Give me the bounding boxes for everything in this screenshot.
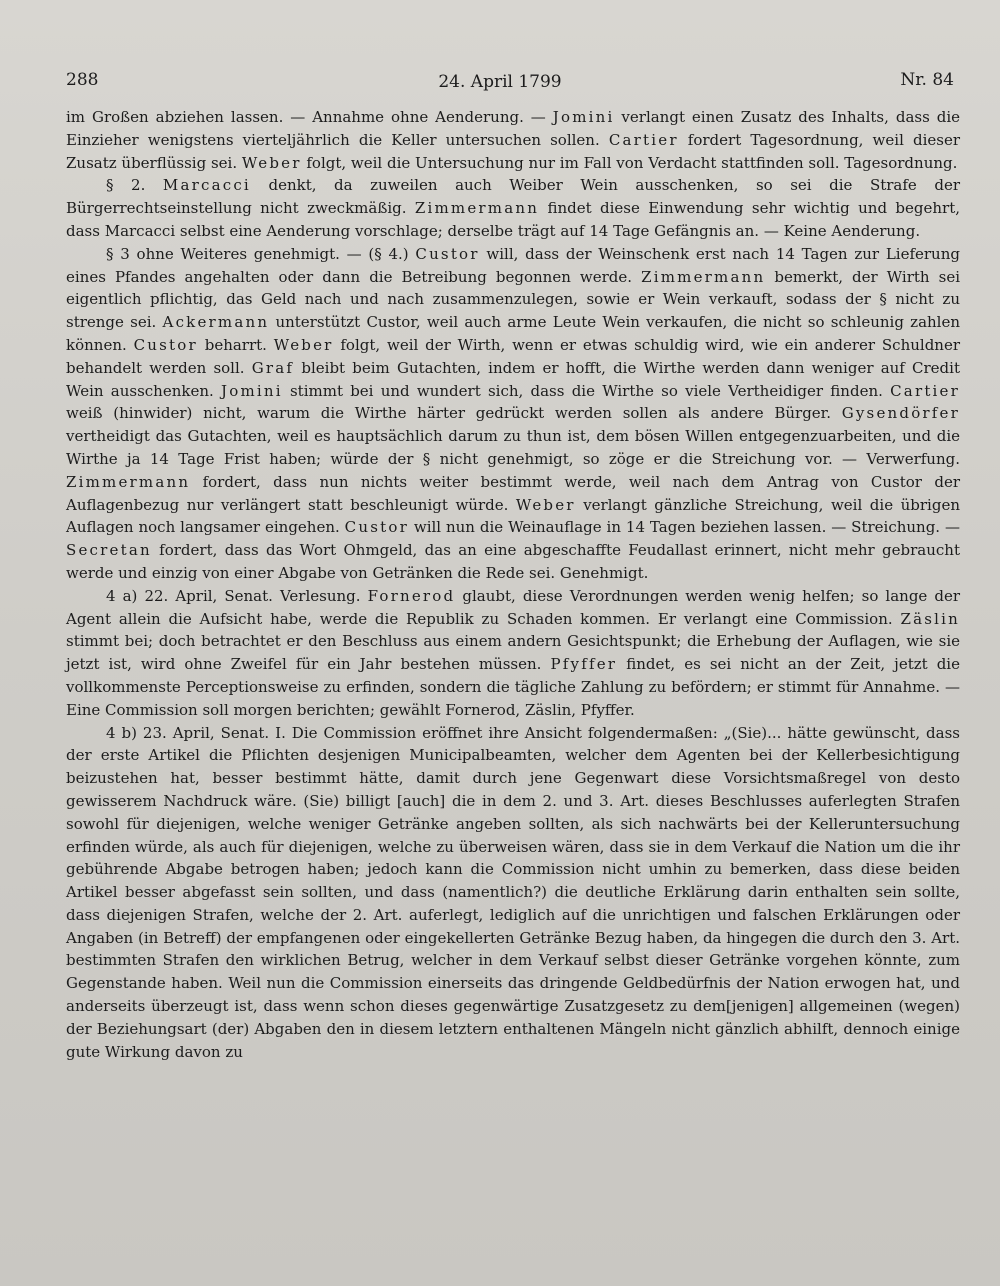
text-run: findet diese Einwendung sehr wichtig und begehrt, dass Marcacci selbst eine Aenderung vorschlage; derselbe trägt auf 14 Tage Gefängnis an. — Keine Aenderung. [66,199,960,240]
document-body [66,106,960,1063]
text-run: weiß (hinwider) nicht, warum die Wirthe härter gedrückt werden sollen als andere Bürger. [66,404,842,423]
speaker-name: Jomini [221,381,283,400]
text-run: 4 a) 22. April, Senat. Verlesung. [106,586,368,605]
text-run: im Großen abziehen lassen. — Annahme ohne Aenderung. — [66,108,553,126]
speaker-name: Marcacci [162,176,251,195]
text-run: verlangt gänzliche Streichung, weil die übrigen Auflagen noch langsamer eingehen. [66,495,960,537]
paragraph [66,585,960,722]
page-header [66,70,960,90]
text-run: verlangt einen Zusatz des Inhalts, dass die Einzieher wenigstens vierteljährlich die Keller untersuchen sollen. [66,108,960,149]
paragraph [66,174,960,242]
speaker-name: Gysendörfer [841,404,960,423]
page-number: 288 [66,70,99,90]
text-run: glaubt, diese Verordnungen werden wenig helfen; so lange der Agent allein die Aufsicht habe, werde die Republik zu Schaden kommen. Er verlangt eine Commission. [66,586,960,628]
speaker-name: Ackermann [162,313,270,332]
document-number: Nr. 84 [900,70,954,90]
text-run: vertheidigt das Gutachten, weil es hauptsächlich darum zu thun ist, dem bösen Willen entgegenzuarbeiten, und die Wirthe ja 14 Tage Frist haben; würde der § nicht genehmigt, so zöge er die Streichung vor. — Verwerfung. [66,427,960,468]
text-run: bleibt beim Gutachten, indem er hofft, die Wirthe werden dann weniger auf Credit Wein ausschenken. [66,358,960,400]
text-run: denkt, da zuweilen auch Weiber Wein ausschenken, so sei die Strafe der Bürgerrechtseinstellung nicht zweckmäßig. [66,176,960,218]
speaker-name: Zimmermann [66,472,191,491]
speaker-name: Zimmermann [641,267,766,286]
speaker-name: Weber [273,335,334,354]
text-run: beharrt. [197,335,274,354]
speaker-name: Cartier [890,381,960,400]
text-run: unterstützt Custor, weil auch arme Leute Wein verkaufen, die nicht so schleunig zahlen können. [66,313,961,354]
paragraph [66,722,960,1064]
text-run: fordert, dass das Wort Ohmgeld, das an eine abgeschaffte Feudallast erinnert, nicht mehr gebraucht werde und einzig von einer Abgabe von Getränken die Rede sei. Genehmigt. [66,541,960,582]
speaker-name: Custor [415,244,480,263]
paragraph [66,106,960,174]
header-date: 24. April 1799 [438,72,562,92]
speaker-name: Weber [515,495,576,514]
text-run: 4 b) 23. April, Senat. I. Die Commission eröffnet ihre Ansicht folgendermaßen: „(Sie)... hätte gewünscht, dass der erste Artikel die Pflichten desjenigen Municipalbeamten, welcher dem Agenten bei der Kellerbesichtigung beizustehen hat, besser bestimmt hätte, damit durch jene Gegenwart diese Vorsichtsmaßregel von desto gewisserem Nachdruck wäre. (Sie) billigt [auch] die in dem 2. und 3. Art. dieses Beschlusses auferlegten Strafen sowohl für diejenigen, welche weniger Getränke angeben sollten, als sich nachwärts bei der Kelleruntersuchung erfinden würde, als auch für diejenigen, welche zu überweisen wären, dass sie in dem Verkauf die Nation um die ihr gebührende Abgabe betrogen haben; jedoch kann die Commission nicht umhin zu bemerken, dass diese beiden Artikel besser abgefasst sein sollten, und dass (namentlich?) die deutliche Erklärung darin enthalten sein sollte, dass diejenigen Strafen, welche der 2. Art. auferlegt, lediglich auf die unrichtigen und falschen Erklärungen oder Angaben (in Betreff) der empfangenen oder eingekellerten Getränke Bezug haben, da hingegen die durch den 3. Art. bestimmten Strafen den wirklichen Betrug, welcher in dem Verkauf selbst dieser Getränke vorgehen könnte, zum Gegenstande haben. Weil nun die Commission einerseits das dringende Geldbedürfnis der Nation erwogen hat, und anderseits überzeugt ist, dass wenn schon dieses gegenwärtige Zusatzgesetz zu dem[jenigen] allgemeinen (wegen) der Beziehungsart (der) Abgaben den in diesem letztern enthaltenen Mängeln nicht gänzlich abhilft, dennoch einige gute Wirkung davon zu [66,723,960,1061]
speaker-name: Secretan [66,541,152,560]
speaker-name: Custor [133,335,198,354]
text-run: folgt, weil der Wirth, wenn er etwas schuldig wird, wie ein anderer Schuldner behandelt werden soll. [66,335,961,377]
text-run: stimmt bei; doch betrachtet er den Beschluss aus einem andern Gesichtspunkt; die Erhebung der Auflagen, wie sie jetzt ist, wird ohne Zweifel für ein Jahr bestehen müssen. [66,632,960,674]
speaker-name: Zimmermann [414,199,540,218]
text-run: will, dass der Weinschenk erst nach 14 Tagen zur Lieferung eines Pfandes angehalten oder dann die Betreibung begonnen werde. [66,244,960,286]
text-run: fordert, dass nun nichts weiter bestimmt werde, weil nach dem Antrag von Custor der Auflagenbezug nur verlängert statt beschleunigt würde. [66,472,960,514]
speaker-name: Weber [241,153,302,172]
speaker-name: Zäslin [900,609,960,628]
speaker-name: Jomini [552,108,615,126]
speaker-name: Fornerod [367,586,456,605]
text-run: § 2. [106,176,163,195]
speaker-name: Cartier [608,130,679,149]
speaker-name: Graf [251,358,295,377]
speaker-name: Custor [344,518,409,537]
text-run: bemerkt, der Wirth sei eigentlich pflichtig, das Geld nach und nach zusammenzulegen, sowie er Wein verkauft, sodass der § nicht zu strenge sei. [66,267,960,332]
text-run: findet, es sei nicht an der Zeit, jetzt die vollkommenste Perceptionsweise zu erfinden, sondern die tägliche Zahlung zu befördern; er stimmt für Annahme. — Eine Commission soll morgen berichten; gewählt Fornerod, Zäslin, Pfyffer. [66,655,960,719]
text-run: fordert Tagesordnung, weil dieser Zusatz überflüssig sei. [66,130,960,172]
speaker-name: Pfyffer [550,655,618,674]
text-run: will nun die Weinauflage in 14 Tagen beziehen lassen. — Streichung. — [408,518,960,537]
text-run: stimmt bei und wundert sich, dass die Wirthe so viele Vertheidiger finden. [282,381,891,400]
text-run: folgt, weil die Untersuchung nur im Fall von Verdacht stattfinden soll. Tagesordnung. [301,153,958,172]
paragraph [66,243,960,585]
text-run: § 3 ohne Weiteres genehmigt. — (§ 4.) [106,244,416,263]
